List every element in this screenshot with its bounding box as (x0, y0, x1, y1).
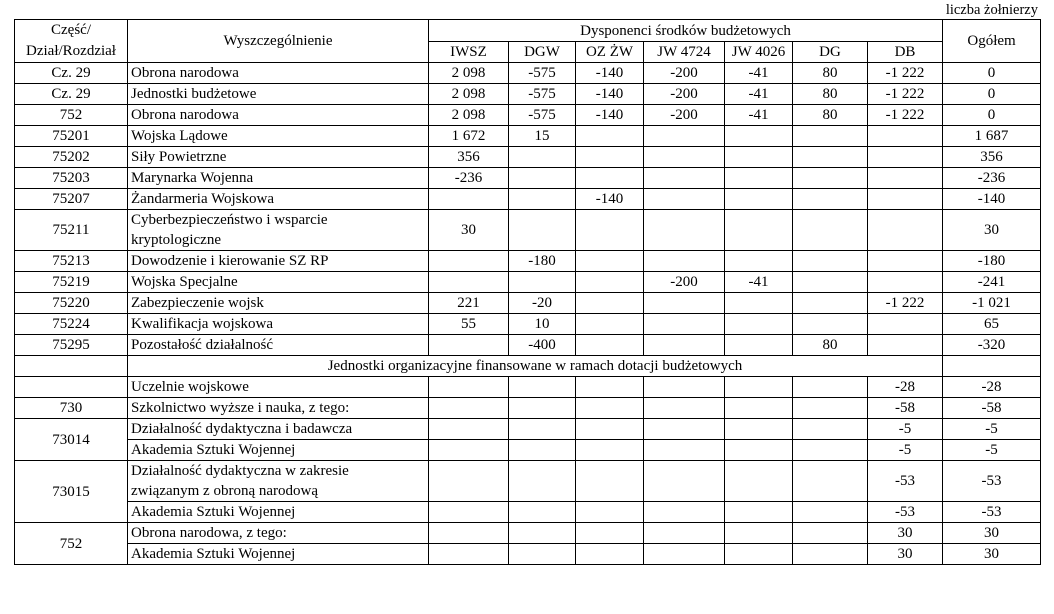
description-cell: Zabezpieczenie wojsk (128, 293, 429, 314)
value-cell (644, 189, 725, 210)
total-cell: 0 (943, 105, 1041, 126)
table-row (15, 189, 1041, 210)
code-cell: 75213 (15, 251, 128, 272)
total-cell: 30 (943, 523, 1041, 544)
description-cell (128, 461, 429, 502)
value-cell: -41 (725, 272, 793, 293)
value-cell (868, 147, 943, 168)
value-cell (644, 147, 725, 168)
value-cell (644, 335, 725, 356)
code-cell: 75202 (15, 147, 128, 168)
total-cell: -58 (943, 398, 1041, 419)
value-cell (509, 189, 576, 210)
value-cell-db: 30 (868, 523, 943, 544)
total-cell: 65 (943, 314, 1041, 335)
value-cell: -140 (576, 84, 644, 105)
value-cell (868, 251, 943, 272)
description-cell (128, 210, 429, 251)
value-cell: 1 672 (429, 126, 509, 147)
description-cell: Obrona narodowa (128, 105, 429, 126)
total-cell: -241 (943, 272, 1041, 293)
code-cell: 75224 (15, 314, 128, 335)
value-cell (644, 210, 725, 251)
value-cell (576, 147, 644, 168)
header-part (15, 20, 128, 63)
value-cell (576, 168, 644, 189)
value-cell (509, 168, 576, 189)
value-cell (644, 168, 725, 189)
value-cell (725, 147, 793, 168)
value-cell (644, 314, 725, 335)
value-cell: -575 (509, 84, 576, 105)
value-cell: -200 (644, 84, 725, 105)
value-cell: -1 222 (868, 105, 943, 126)
code-cell: 75220 (15, 293, 128, 314)
value-cell: -180 (509, 251, 576, 272)
table-row (15, 398, 1041, 419)
value-cell-db: -58 (868, 398, 943, 419)
code-cell (15, 356, 128, 377)
value-cell: 2 098 (429, 63, 509, 84)
description-cell: Kwalifikacja wojskowa (128, 314, 429, 335)
description-cell: Dowodzenie i kierowanie SZ RP (128, 251, 429, 272)
header-disposer: IWSZ (429, 42, 509, 63)
value-cell (725, 210, 793, 251)
total-cell: -5 (943, 419, 1041, 440)
value-cell (644, 126, 725, 147)
value-cell: 2 098 (429, 84, 509, 105)
table-row (15, 335, 1041, 356)
value-cell: 30 (429, 210, 509, 251)
value-cell-db: -53 (868, 502, 943, 523)
value-cell: -200 (644, 63, 725, 84)
value-cell: -140 (576, 63, 644, 84)
table-row (15, 84, 1041, 105)
total-cell: -1 021 (943, 293, 1041, 314)
description-line: związanym z obroną narodową (131, 483, 319, 499)
code-cell: 75201 (15, 126, 128, 147)
description-cell: Marynarka Wojenna (128, 168, 429, 189)
value-cell (725, 314, 793, 335)
value-cell (576, 126, 644, 147)
total-cell: -320 (943, 335, 1041, 356)
value-cell (429, 251, 509, 272)
code-cell (15, 377, 128, 398)
header-disposer: JW 4724 (644, 42, 725, 63)
table-row (15, 314, 1041, 335)
table-row (15, 377, 1041, 398)
value-cell (793, 272, 868, 293)
total-cell: -28 (943, 377, 1041, 398)
section-rows (15, 356, 1041, 565)
table-row (15, 461, 1041, 502)
value-cell (429, 335, 509, 356)
description-cell: Szkolnictwo wyższe i nauka, z tego: (128, 398, 429, 419)
value-cell: -140 (576, 189, 644, 210)
table-row (15, 272, 1041, 293)
total-cell (943, 356, 1041, 377)
total-cell: 0 (943, 63, 1041, 84)
table-row (15, 544, 1041, 565)
total-cell: -180 (943, 251, 1041, 272)
value-cell: 2 098 (429, 105, 509, 126)
description-cell: Wojska Specjalne (128, 272, 429, 293)
table-row (15, 419, 1041, 440)
value-cell (793, 147, 868, 168)
code-cell: 752 (15, 523, 128, 565)
code-cell: 75219 (15, 272, 128, 293)
code-cell: 73014 (15, 419, 128, 461)
value-cell (868, 335, 943, 356)
total-cell: 30 (943, 210, 1041, 251)
header-description: Wyszczególnienie (128, 20, 429, 63)
value-cell (576, 272, 644, 293)
unit-label: liczba żołnierzy (945, 2, 1038, 18)
table-row (15, 126, 1041, 147)
value-cell: -1 222 (868, 63, 943, 84)
value-cell: 221 (429, 293, 509, 314)
value-cell (793, 210, 868, 251)
value-cell: 55 (429, 314, 509, 335)
code-cell: Cz. 29 (15, 63, 128, 84)
value-cell (576, 210, 644, 251)
code-cell: 752 (15, 105, 128, 126)
description-cell: Siły Powietrzne (128, 147, 429, 168)
code-cell: 75211 (15, 210, 128, 251)
table-row (15, 147, 1041, 168)
value-cell: -140 (576, 105, 644, 126)
table-row (15, 440, 1041, 461)
total-cell: -5 (943, 440, 1041, 461)
value-cell: -41 (725, 105, 793, 126)
value-cell (793, 126, 868, 147)
header-disposer: OZ ŻW (576, 42, 644, 63)
value-cell (429, 272, 509, 293)
value-cell (868, 272, 943, 293)
value-cell (576, 251, 644, 272)
value-cell (576, 314, 644, 335)
value-cell (793, 189, 868, 210)
header-part-line1: Część/ (51, 22, 91, 38)
value-cell: -41 (725, 63, 793, 84)
value-cell (725, 126, 793, 147)
code-cell: 730 (15, 398, 128, 419)
total-cell: 1 687 (943, 126, 1041, 147)
header-disposer: JW 4026 (725, 42, 793, 63)
value-cell: 356 (429, 147, 509, 168)
main-rows (15, 63, 1041, 356)
value-cell: -1 222 (868, 293, 943, 314)
value-cell: 10 (509, 314, 576, 335)
description-cell: Wojska Lądowe (128, 126, 429, 147)
description-cell: Obrona narodowa (128, 63, 429, 84)
value-cell (793, 293, 868, 314)
total-cell: 30 (943, 544, 1041, 565)
table-row (15, 105, 1041, 126)
value-cell (576, 335, 644, 356)
value-cell (725, 168, 793, 189)
table-row (15, 251, 1041, 272)
value-cell (644, 251, 725, 272)
value-cell-db: -5 (868, 440, 943, 461)
value-cell: -20 (509, 293, 576, 314)
value-cell: 80 (793, 335, 868, 356)
value-cell (725, 293, 793, 314)
header-disposer: DB (868, 42, 943, 63)
value-cell-db: -53 (868, 461, 943, 502)
value-cell (429, 189, 509, 210)
total-cell: -140 (943, 189, 1041, 210)
value-cell: -575 (509, 63, 576, 84)
total-cell: -236 (943, 168, 1041, 189)
value-cell (868, 126, 943, 147)
table-row (15, 523, 1041, 544)
value-cell-db: 30 (868, 544, 943, 565)
value-cell: -400 (509, 335, 576, 356)
description-cell: Działalność dydaktyczna i badawcza (128, 419, 429, 440)
value-cell (725, 251, 793, 272)
header-part-line2: Dział/Rozdział (26, 43, 116, 59)
header-disposer: DGW (509, 42, 576, 63)
description-line: Cyberbezpieczeństwo i wsparcie (131, 212, 328, 228)
value-cell: 80 (793, 63, 868, 84)
description-cell: Uczelnie wojskowe (128, 377, 429, 398)
header-disposer: DG (793, 42, 868, 63)
description-cell: Akademia Sztuki Wojennej (128, 440, 429, 461)
value-cell (725, 189, 793, 210)
value-cell (868, 314, 943, 335)
value-cell: 80 (793, 84, 868, 105)
code-cell: 75203 (15, 168, 128, 189)
description-line: Działalność dydaktyczna w zakresie (131, 463, 349, 479)
code-cell: 73015 (15, 461, 128, 523)
value-cell (868, 210, 943, 251)
value-cell (793, 251, 868, 272)
value-cell-db: -5 (868, 419, 943, 440)
value-cell (509, 210, 576, 251)
table-row (15, 210, 1041, 251)
value-cell (793, 314, 868, 335)
budget-table (14, 19, 1041, 565)
value-cell: -200 (644, 272, 725, 293)
value-cell (576, 293, 644, 314)
description-line: kryptologiczne (131, 232, 221, 248)
total-cell: -53 (943, 502, 1041, 523)
header-total: Ogółem (943, 20, 1041, 63)
description-cell: Jednostki budżetowe (128, 84, 429, 105)
value-cell: -236 (429, 168, 509, 189)
table-row (15, 293, 1041, 314)
table-row (15, 502, 1041, 523)
description-cell: Akademia Sztuki Wojennej (128, 502, 429, 523)
description-cell: Pozostałość działalność (128, 335, 429, 356)
value-cell: 15 (509, 126, 576, 147)
code-cell: 75207 (15, 189, 128, 210)
total-cell: -53 (943, 461, 1041, 502)
value-cell: 80 (793, 105, 868, 126)
value-cell (868, 189, 943, 210)
code-cell: 75295 (15, 335, 128, 356)
value-cell (509, 272, 576, 293)
table-row (15, 168, 1041, 189)
section-title: Jednostki organizacyjne finansowane w ramach dotacji budżetowych (128, 356, 943, 377)
value-cell (509, 147, 576, 168)
table-row (15, 63, 1041, 84)
description-cell: Obrona narodowa, z tego: (128, 523, 429, 544)
value-cell-db: -28 (868, 377, 943, 398)
value-cell: -1 222 (868, 84, 943, 105)
value-cell (868, 168, 943, 189)
header-disposers-group: Dysponenci środków budżetowych (429, 20, 943, 42)
total-cell: 356 (943, 147, 1041, 168)
description-cell: Akademia Sztuki Wojennej (128, 544, 429, 565)
value-cell (725, 335, 793, 356)
value-cell (793, 168, 868, 189)
total-cell: 0 (943, 84, 1041, 105)
description-cell: Żandarmeria Wojskowa (128, 189, 429, 210)
code-cell: Cz. 29 (15, 84, 128, 105)
value-cell (644, 293, 725, 314)
value-cell: -575 (509, 105, 576, 126)
value-cell: -41 (725, 84, 793, 105)
value-cell: -200 (644, 105, 725, 126)
